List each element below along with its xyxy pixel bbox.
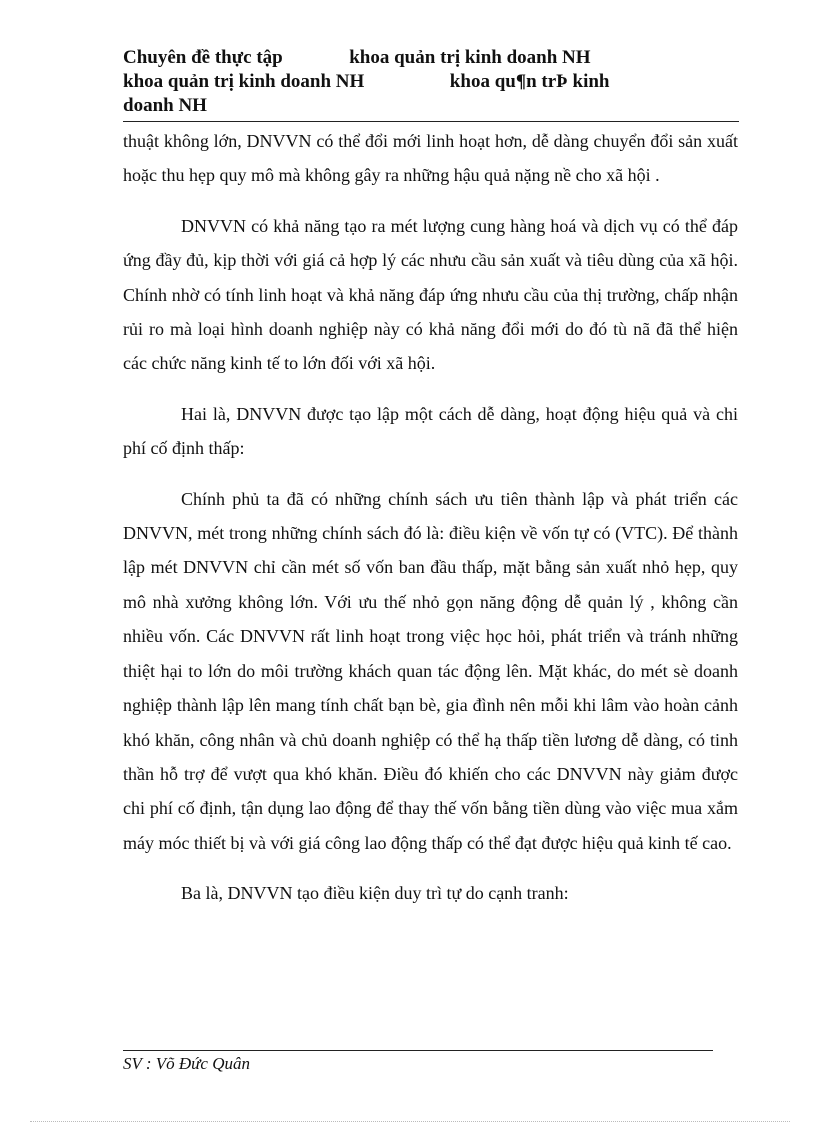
header-line-2: khoa quản trị kinh doanh NH khoa qu¶n trÞ kinh xyxy=(123,71,610,92)
paragraph: DNVVN có khả năng tạo ra mét lượng cung hàng hoá và dịch vụ có thể đáp ứng đầy đủ, kịp thời với giá cả hợp lý các nhưu cầu sản xuất và tiêu dùng của xã hội. Chính nhờ có tính linh hoạt và khả năng đáp ứng nhưu cầu của thị trường, chấp nhận rủi ro mà loại hình doanh nghiệp này có khả năng đổi mới do đó tù nã đã thể hiện các chức năng kinh tế to lớn đối với xã hội. xyxy=(123,215,738,374)
header-line-3: doanh NH xyxy=(123,95,207,116)
footer-author: SV : Võ Đức Quân xyxy=(123,1054,250,1073)
page-header xyxy=(123,46,723,118)
paragraph-continued: thuật không lớn, DNVVN có thể đổi mới linh hoạt hơn, dễ dàng chuyển đổi sản xuất hoặc thu hẹp quy mô mà không gây ra những hậu quả nặng nề cho xã hội . xyxy=(123,131,738,186)
paragraph: Ba là, DNVVN tạo điều kiện duy trì tự do cạnh tranh: xyxy=(181,883,569,904)
document-body xyxy=(123,124,738,927)
footer-divider xyxy=(123,1050,713,1051)
header-divider xyxy=(123,121,739,122)
paragraph: Hai là, DNVVN được tạo lập một cách dễ dàng, hoạt động hiệu quả và chi phí cố định thấp: xyxy=(123,403,738,459)
header-line-1: Chuyên đề thực tập khoa quản trị kinh doanh NH xyxy=(123,47,591,68)
page-bottom-edge xyxy=(30,1121,790,1122)
paragraph: Chính phủ ta đã có những chính sách ưu tiên thành lập và phát triển các DNVVN, mét trong những chính sách đó là: điều kiện về vốn tự có (VTC). Để thành lập mét DNVVN chỉ cần mét số vốn ban đầu thấp, mặt bằng sản xuất nhỏ hẹp, quy mô nhà xưởng không lớn. Với ưu thế nhỏ gọn năng động dễ quản lý , không cần nhiều vốn. Các DNVVN rất linh hoạt trong việc học hỏi, phát triển và tránh những thiệt hại to lớn do môi trường khách quan tác động lên. Mặt khác, do mét sè doanh nghiệp thành lập lên mang tính chất bạn bè, gia đình nên mỗi khi lâm vào hoàn cảnh khó khăn, công nhân và chủ doanh nghiệp có thể hạ thấp tiền lương dễ dàng, có tinh thần hỗ trợ để vượt qua khó khăn. Điều đó khiến cho các DNVVN này giảm được chi phí cố định, tận dụng lao động để thay thế vốn bằng tiền dùng vào việc mua xắm máy móc thiết bị và với giá công lao động thấp có thể đạt được hiệu quả kinh tế cao. xyxy=(123,488,738,853)
